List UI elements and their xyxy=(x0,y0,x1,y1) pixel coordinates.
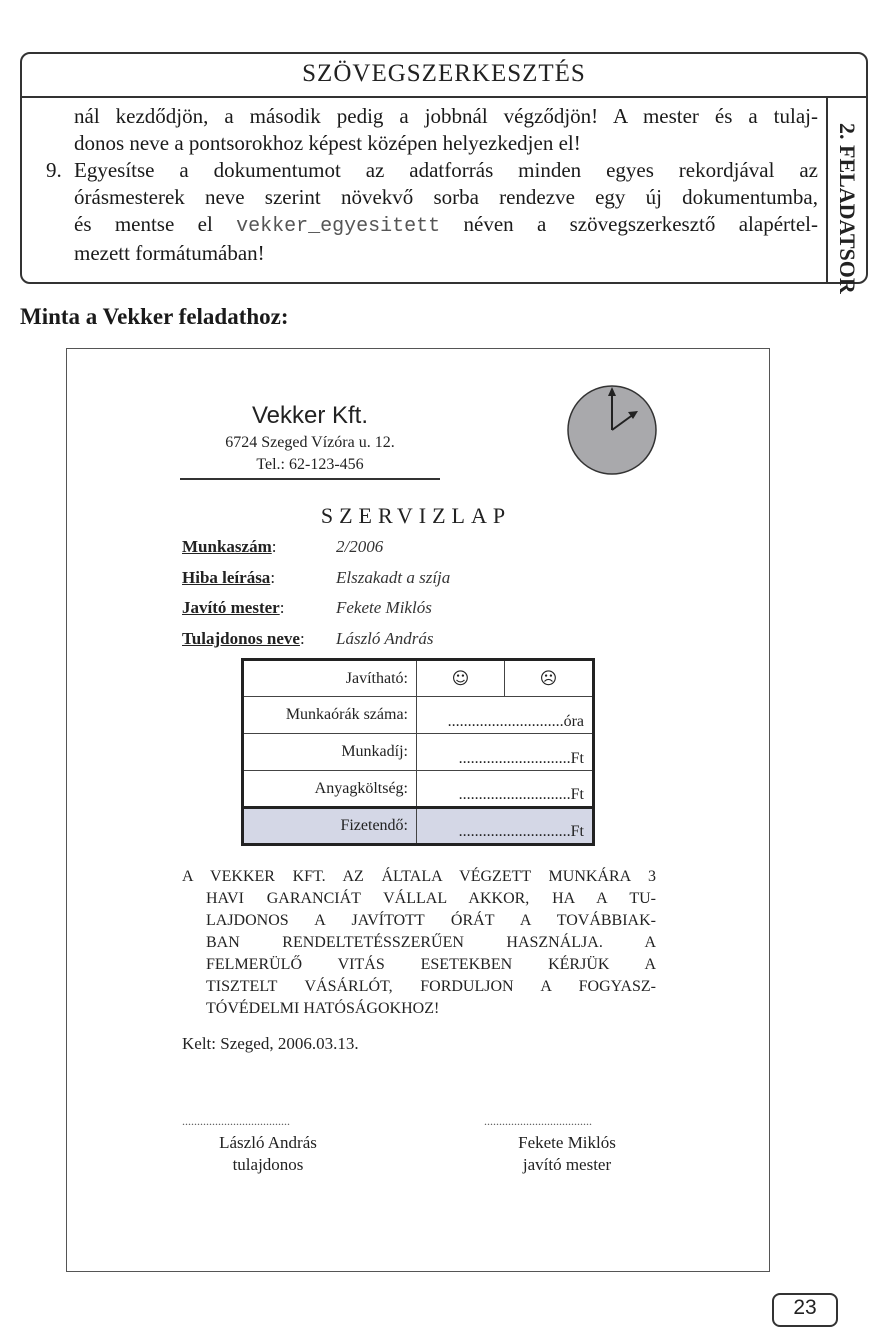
page-number: 23 xyxy=(793,1296,817,1319)
task-instructions xyxy=(46,103,818,267)
warranty-line: A VEKKER KFT. AZ ÁLTALA VÉGZETT MUNKÁRA 3 xyxy=(182,868,656,885)
warranty-line: TISZTELT VÁSÁRLÓT, FORDULJON A FOGYASZ- xyxy=(206,978,656,995)
signature-role-owner: tulajdonos xyxy=(232,1155,304,1174)
instruction-line: mezett formátumában! xyxy=(74,241,265,265)
repairable-label: Javítható: xyxy=(243,660,417,697)
task-item-9 xyxy=(46,157,818,267)
instruction-line: órásmesterek neve szerint növekvő sorba rendezve egy új dokumentumba, xyxy=(74,185,818,209)
warranty-text xyxy=(182,866,656,1020)
table-row xyxy=(243,771,594,808)
date-line: Kelt: Szeged, 2006.03.13. xyxy=(182,1034,359,1053)
company-name: Vekker Kft. xyxy=(251,402,369,429)
field-label-owner: Tulajdonos neve: xyxy=(182,629,305,648)
instruction-line: donos neve a pontsorokhoz képest középen helyezkedjen el! xyxy=(74,131,581,155)
total-label: Fizetendő: xyxy=(243,808,417,845)
row-label: Munkaórák száma: xyxy=(243,697,417,734)
warranty-line: TÓVÉDELMI HATÓSÁGOKHOZ! xyxy=(206,1000,440,1017)
company-address: 6724 Szeged Vízóra u. 12. xyxy=(225,434,395,451)
warranty-line: FELMERÜLŐ VITÁS ESETEKBEN KÉRJÜK A xyxy=(206,956,656,973)
frown-icon: ☹ xyxy=(505,660,594,697)
header-divider xyxy=(180,478,440,480)
table-row xyxy=(243,734,594,771)
section-heading: Minta a Vekker feladathoz: xyxy=(20,304,289,329)
cost-table xyxy=(241,658,595,846)
warranty-line: BAN RENDELTETÉSSZERŰEN HASZNÁLJA. A xyxy=(206,934,656,951)
instruction-text: néven a szövegszerkesztő alapértel- xyxy=(463,212,818,236)
filename: vekker_egyesitett xyxy=(236,215,441,238)
row-label: Munkadíj: xyxy=(243,734,417,771)
instruction-line: Egyesítse a dokumentumot az adatforrás minden egyes rekordjával az xyxy=(74,158,818,182)
company-phone: Tel.: 62-123-456 xyxy=(256,456,364,473)
instruction-line xyxy=(74,211,818,240)
signature-role-repairer: javító mester xyxy=(522,1155,612,1174)
row-value: ............................Ft xyxy=(417,734,594,771)
field-value-fault: Elszakadt a szíja xyxy=(336,568,451,587)
field-value-work-number: 2/2006 xyxy=(336,537,384,556)
row-value: .............................óra xyxy=(417,697,594,734)
table-row xyxy=(243,697,594,734)
task-set-label: 2. FELADATSOR xyxy=(835,123,860,294)
clock-icon xyxy=(566,384,658,476)
signature-name-owner: László András xyxy=(219,1133,317,1152)
field-value-repairer: Fekete Miklós xyxy=(336,598,432,617)
signature-line-owner: .................................... xyxy=(182,1114,290,1128)
total-value: ............................Ft xyxy=(417,808,594,845)
row-label: Anyagköltség: xyxy=(243,771,417,808)
smiley-icon: ☺ xyxy=(417,660,505,697)
warranty-line: LAJDONOS A JAVÍTOTT ÓRÁT A TOVÁBBIAK- xyxy=(206,912,656,929)
field-value-owner: László András xyxy=(336,629,434,648)
signature-line-repairer: .................................... xyxy=(484,1114,592,1128)
instruction-text: és mentse el xyxy=(74,212,213,236)
warranty-line: HAVI GARANCIÁT VÁLLAL AKKOR, HA A TU- xyxy=(206,890,656,907)
instruction-line: nál kezdődjön, a második pedig a jobbnál végződjön! A mester és a tulaj- xyxy=(74,104,818,128)
chapter-title: SZÖVEGSZERKESZTÉS xyxy=(302,60,586,87)
total-row xyxy=(243,808,594,845)
field-label-work-number: Munkaszám: xyxy=(182,537,277,556)
document-title: SZERVIZLAP xyxy=(320,503,512,528)
field-label-repairer: Javító mester: xyxy=(182,598,285,617)
task-number: 9. xyxy=(46,158,62,182)
table-row xyxy=(243,660,594,697)
field-label-fault: Hiba leírása: xyxy=(182,568,276,587)
signature-name-repairer: Fekete Miklós xyxy=(518,1133,616,1152)
row-value: ............................Ft xyxy=(417,771,594,808)
